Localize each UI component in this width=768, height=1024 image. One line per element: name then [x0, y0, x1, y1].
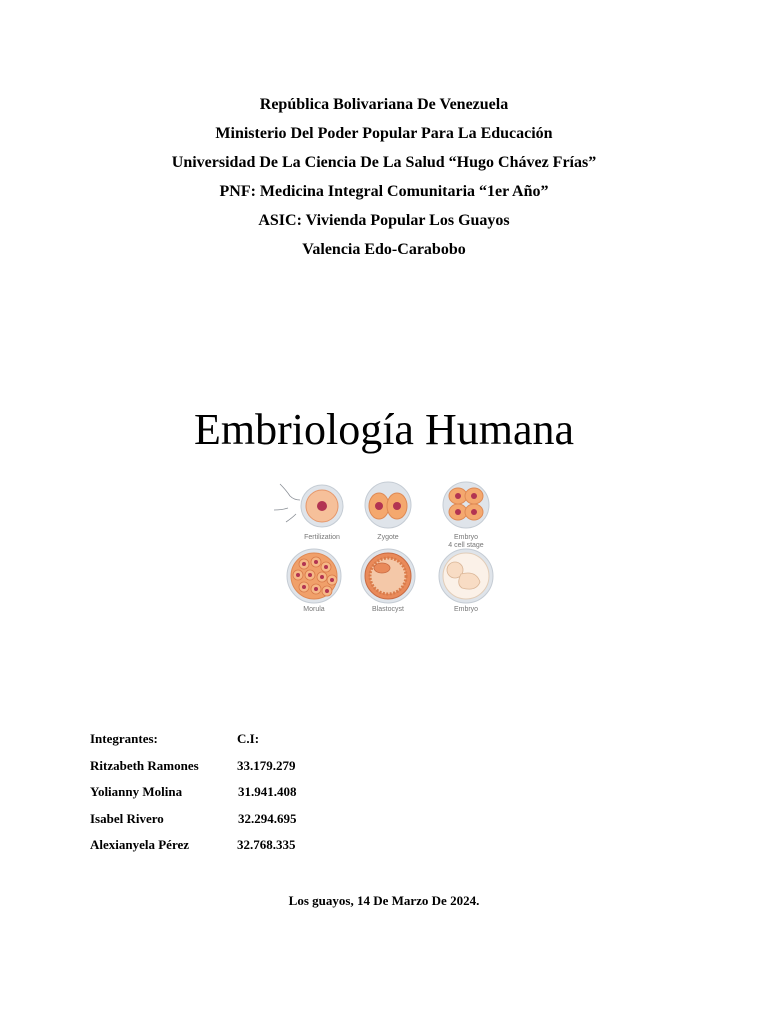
member-row: [90, 832, 390, 859]
member-row: [90, 753, 390, 780]
header-line-asic: ASIC: Vivienda Popular Los Guayos: [258, 212, 510, 229]
embryo-4-cell-icon: [443, 482, 489, 528]
members-header-row: [90, 726, 390, 753]
header-line-program: PNF: Medicina Integral Comunitaria “1er Año”: [219, 183, 549, 200]
embryo-icon: [439, 549, 493, 603]
blastocyst-icon: [361, 549, 415, 603]
member-name: Ritzabeth Ramones: [90, 757, 199, 773]
document-title: Embriología Humana: [193, 405, 574, 454]
header-line-university: Universidad De La Ciencia De La Salud “Hugo Chávez Frías”: [171, 154, 597, 171]
fertilization-icon: [274, 484, 343, 527]
member-name: Alexianyela Pérez: [90, 837, 190, 852]
morula-icon: [287, 549, 341, 603]
stage-sublabel-embryo-4cell: 4 cell stage: [448, 542, 484, 549]
stage-label-zygote: Zygote: [377, 534, 399, 541]
header-line-ministry: Ministerio Del Poder Popular Para La Educación: [215, 125, 553, 142]
member-row: [90, 779, 390, 806]
zygote-icon: [365, 482, 411, 528]
stage-label-fertilization: Fertilization: [304, 534, 340, 541]
stage-label-blastocyst: Blastocyst: [372, 606, 404, 613]
member-name: Yolianny Molina: [90, 784, 183, 799]
members-heading-name: Integrantes:: [90, 731, 158, 746]
header-line-location: Valencia Edo-Carabobo: [302, 241, 466, 258]
member-ci: 33.179.279: [237, 757, 296, 773]
members-list: [90, 726, 390, 859]
document-date: Los guayos, 14 De Marzo De 2024.: [288, 893, 480, 908]
embryo-development-illustration: [266, 474, 506, 620]
member-ci: 32.768.335: [237, 837, 296, 852]
member-row: [90, 806, 390, 833]
member-name: Isabel Rivero: [90, 810, 164, 826]
member-ci: 32.294.695: [238, 810, 297, 826]
embryo-development-figure: [266, 474, 506, 620]
member-ci: 31.941.408: [238, 784, 297, 799]
members-heading-ci: C.I:: [237, 731, 260, 746]
stage-label-morula: Morula: [303, 606, 325, 613]
stage-label-embryo: Embryo: [453, 606, 479, 613]
institution-header: [0, 90, 768, 264]
stage-label-embryo-4cell: Embryo: [453, 534, 479, 541]
header-line-country: República Bolivariana De Venezuela: [259, 96, 509, 113]
